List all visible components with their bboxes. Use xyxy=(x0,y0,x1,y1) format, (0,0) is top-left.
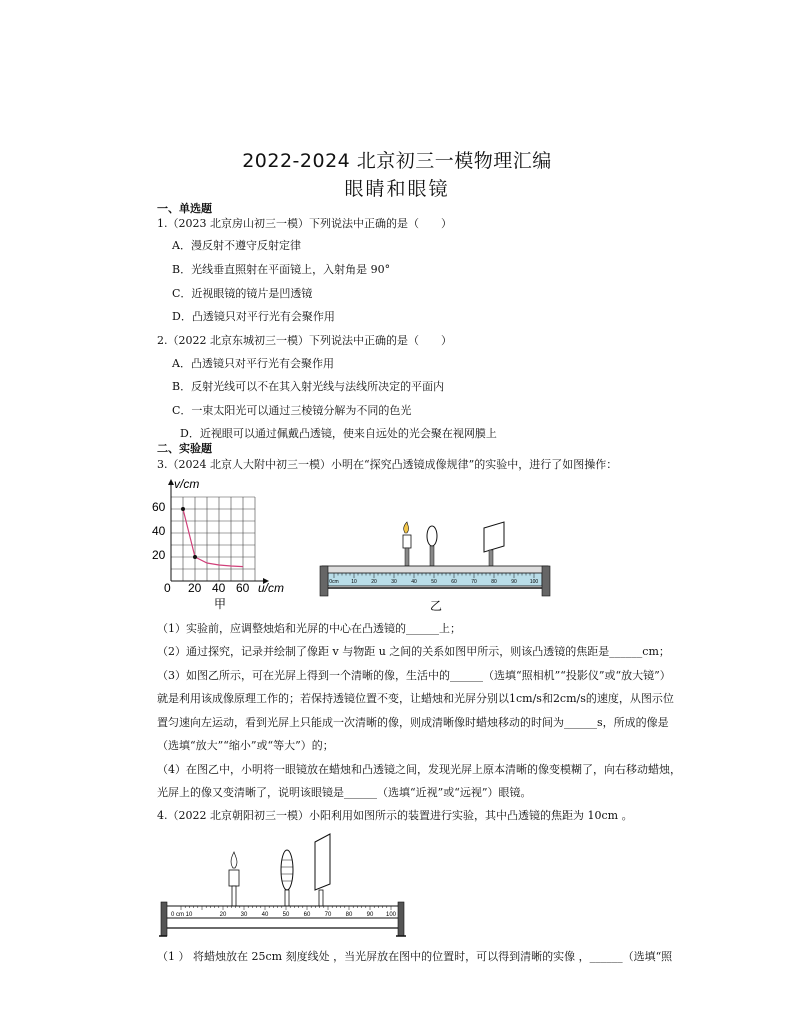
bench-scale-label: 20 xyxy=(371,579,377,585)
q2-option-b: B．反射光线可以不在其入射光线与法线所决定的平面内 xyxy=(172,380,445,393)
section-heading-single-choice: 一、单选题 xyxy=(157,202,212,215)
bench-scale-label: 30 xyxy=(240,912,248,918)
q1-option-c: C．近视眼镜的镜片是凹透镜 xyxy=(172,287,313,300)
bench-scale-label: 30 xyxy=(391,579,397,585)
bench-scale-label: 50 xyxy=(431,579,437,585)
bench-scale-label: 40 xyxy=(261,912,269,918)
q3-part-1: （1）实验前，应调整烛焰和光屏的中心在凸透镜的______上； xyxy=(157,622,461,635)
page-subtitle: 眼睛和眼镜 xyxy=(344,178,450,200)
bench-scale-label: 50 xyxy=(282,912,290,918)
bench-right-foot xyxy=(542,566,550,596)
series-line xyxy=(183,509,243,567)
light-screen xyxy=(484,522,504,566)
q3-part-4: （4）在图乙中，小明将一眼镜放在蜡烛和凸透镜之间，发现光屏上原本清晰的像变模糊了，向右移动蜡烛， xyxy=(157,763,681,776)
x-tick-60: 60 xyxy=(236,581,250,595)
convex-lens xyxy=(427,526,437,566)
convex-lens xyxy=(281,850,293,908)
q1-option-a: A．漫反射不遵守反射定律 xyxy=(172,239,301,252)
bench-scale-label: 40 xyxy=(411,579,417,585)
q3-part-3-cont-2: 置匀速向左运动，看到光屏上只能成一次清晰的像，则成清晰像时蜡烛移动的时间为______s，所成的像是 xyxy=(157,716,669,729)
q2-option-d: D．近视眼可以通过佩戴凸透镜，使来自远处的光会聚在视网膜上 xyxy=(180,427,497,440)
bench-scale-label: 60 xyxy=(451,579,457,585)
bench-scale-label: 20 xyxy=(219,912,227,918)
section-heading-experiment: 二、实验题 xyxy=(157,442,212,455)
bench-scale-label: 90 xyxy=(511,579,517,585)
bench-scale-label: 10 xyxy=(351,579,357,585)
bench-caption: 乙 xyxy=(429,599,443,613)
bench-right-foot xyxy=(398,902,404,936)
bench-left-foot xyxy=(320,566,328,596)
q1-option-b: B．光线垂直照射在平面镜上，入射角是 90° xyxy=(172,263,391,276)
bench-scale-label: 70 xyxy=(324,912,332,918)
optical-bench-figure-b xyxy=(314,520,554,616)
bench-scale-label: 80 xyxy=(345,912,353,918)
question-1-stem: 1.（2023 北京房山初三一模）下列说法中正确的是（ ） xyxy=(157,217,452,230)
candle xyxy=(403,522,411,566)
q1-option-d: D．凸透镜只对平行光有会聚作用 xyxy=(172,310,335,323)
bench-scale-label: 90 xyxy=(366,912,374,918)
q4-part-1: （1 ） 将蜡烛放在 25cm 刻度线处 ，当光屏放在图中的位置时，可以得到清晰的实像 ，______（选填“照 xyxy=(157,950,673,963)
q3-part-2: （2）通过探究，记录并绘制了像距 v 与物距 u 之间的关系如图甲所示，则该凸透镜的焦距是______cm； xyxy=(157,645,670,658)
x-tick-0: 0 xyxy=(164,581,171,595)
image-distance-graph xyxy=(150,474,300,614)
bench-left-foot xyxy=(161,902,167,936)
y-axis-label: v/cm xyxy=(174,477,200,491)
bench-scale-label: 80 xyxy=(491,579,497,585)
x-tick-20: 20 xyxy=(188,581,202,595)
bench-scale-label: 0cm xyxy=(329,579,339,585)
x-tick-40: 40 xyxy=(212,581,226,595)
q2-option-a: A．凸透镜只对平行光有会聚作用 xyxy=(172,357,334,370)
q2-option-c: C．一束太阳光可以通过三棱镜分解为不同的色光 xyxy=(172,404,412,417)
data-point xyxy=(181,507,185,511)
bench-scale-label: 70 xyxy=(471,579,477,585)
y-tick-60: 60 xyxy=(152,500,166,514)
bench-scale-label: 60 xyxy=(303,912,311,918)
x-axis-label: u/cm xyxy=(258,581,285,595)
q3-part-3-cont-3: （选填“放大”“缩小”或“等大”）的； xyxy=(157,739,334,752)
candle xyxy=(229,852,239,908)
question-3-stem: 3.（2024 北京人大附中初三一模）小明在“探究凸透镜成像规律”的实验中，进行了如图操作： xyxy=(157,458,618,471)
q3-part-4-cont: 光屏上的像又变清晰了，说明该眼镜是______（选填“近视”或“远视”）眼镜。 xyxy=(157,786,532,799)
bench-scale-label: 100 xyxy=(529,579,539,585)
question-4-stem: 4.（2022 北京朝阳初三一模）小阳利用如图所示的装置进行实验，其中凸透镜的焦距为 10cm 。 xyxy=(157,809,633,822)
bench-scale-label: 0 cm 10 xyxy=(171,912,193,918)
q3-part-3-cont-1: 就是利用该成像原理工作的；若保持透镜位置不变，让蜡烛和光屏分别以1cm/s和2cm/s的速度，从图示位 xyxy=(157,692,674,705)
light-screen xyxy=(315,834,330,908)
y-tick-20: 20 xyxy=(152,548,166,562)
y-tick-40: 40 xyxy=(152,524,166,538)
graph-caption: 甲 xyxy=(214,597,227,611)
optical-bench-figure-q4 xyxy=(155,830,410,945)
data-point xyxy=(193,555,197,559)
page-title: 2022-2024 北京初三一模物理汇编 xyxy=(242,150,552,172)
q3-part-3: （3）如图乙所示，可在光屏上得到一个清晰的像，生活中的______（选填“照相机”“投影仪”或“放大镜”） xyxy=(157,669,671,682)
question-2-stem: 2.（2022 北京东城初三一模）下列说法中正确的是（ ） xyxy=(157,334,452,347)
bench-scale-label: 100 xyxy=(385,912,397,918)
